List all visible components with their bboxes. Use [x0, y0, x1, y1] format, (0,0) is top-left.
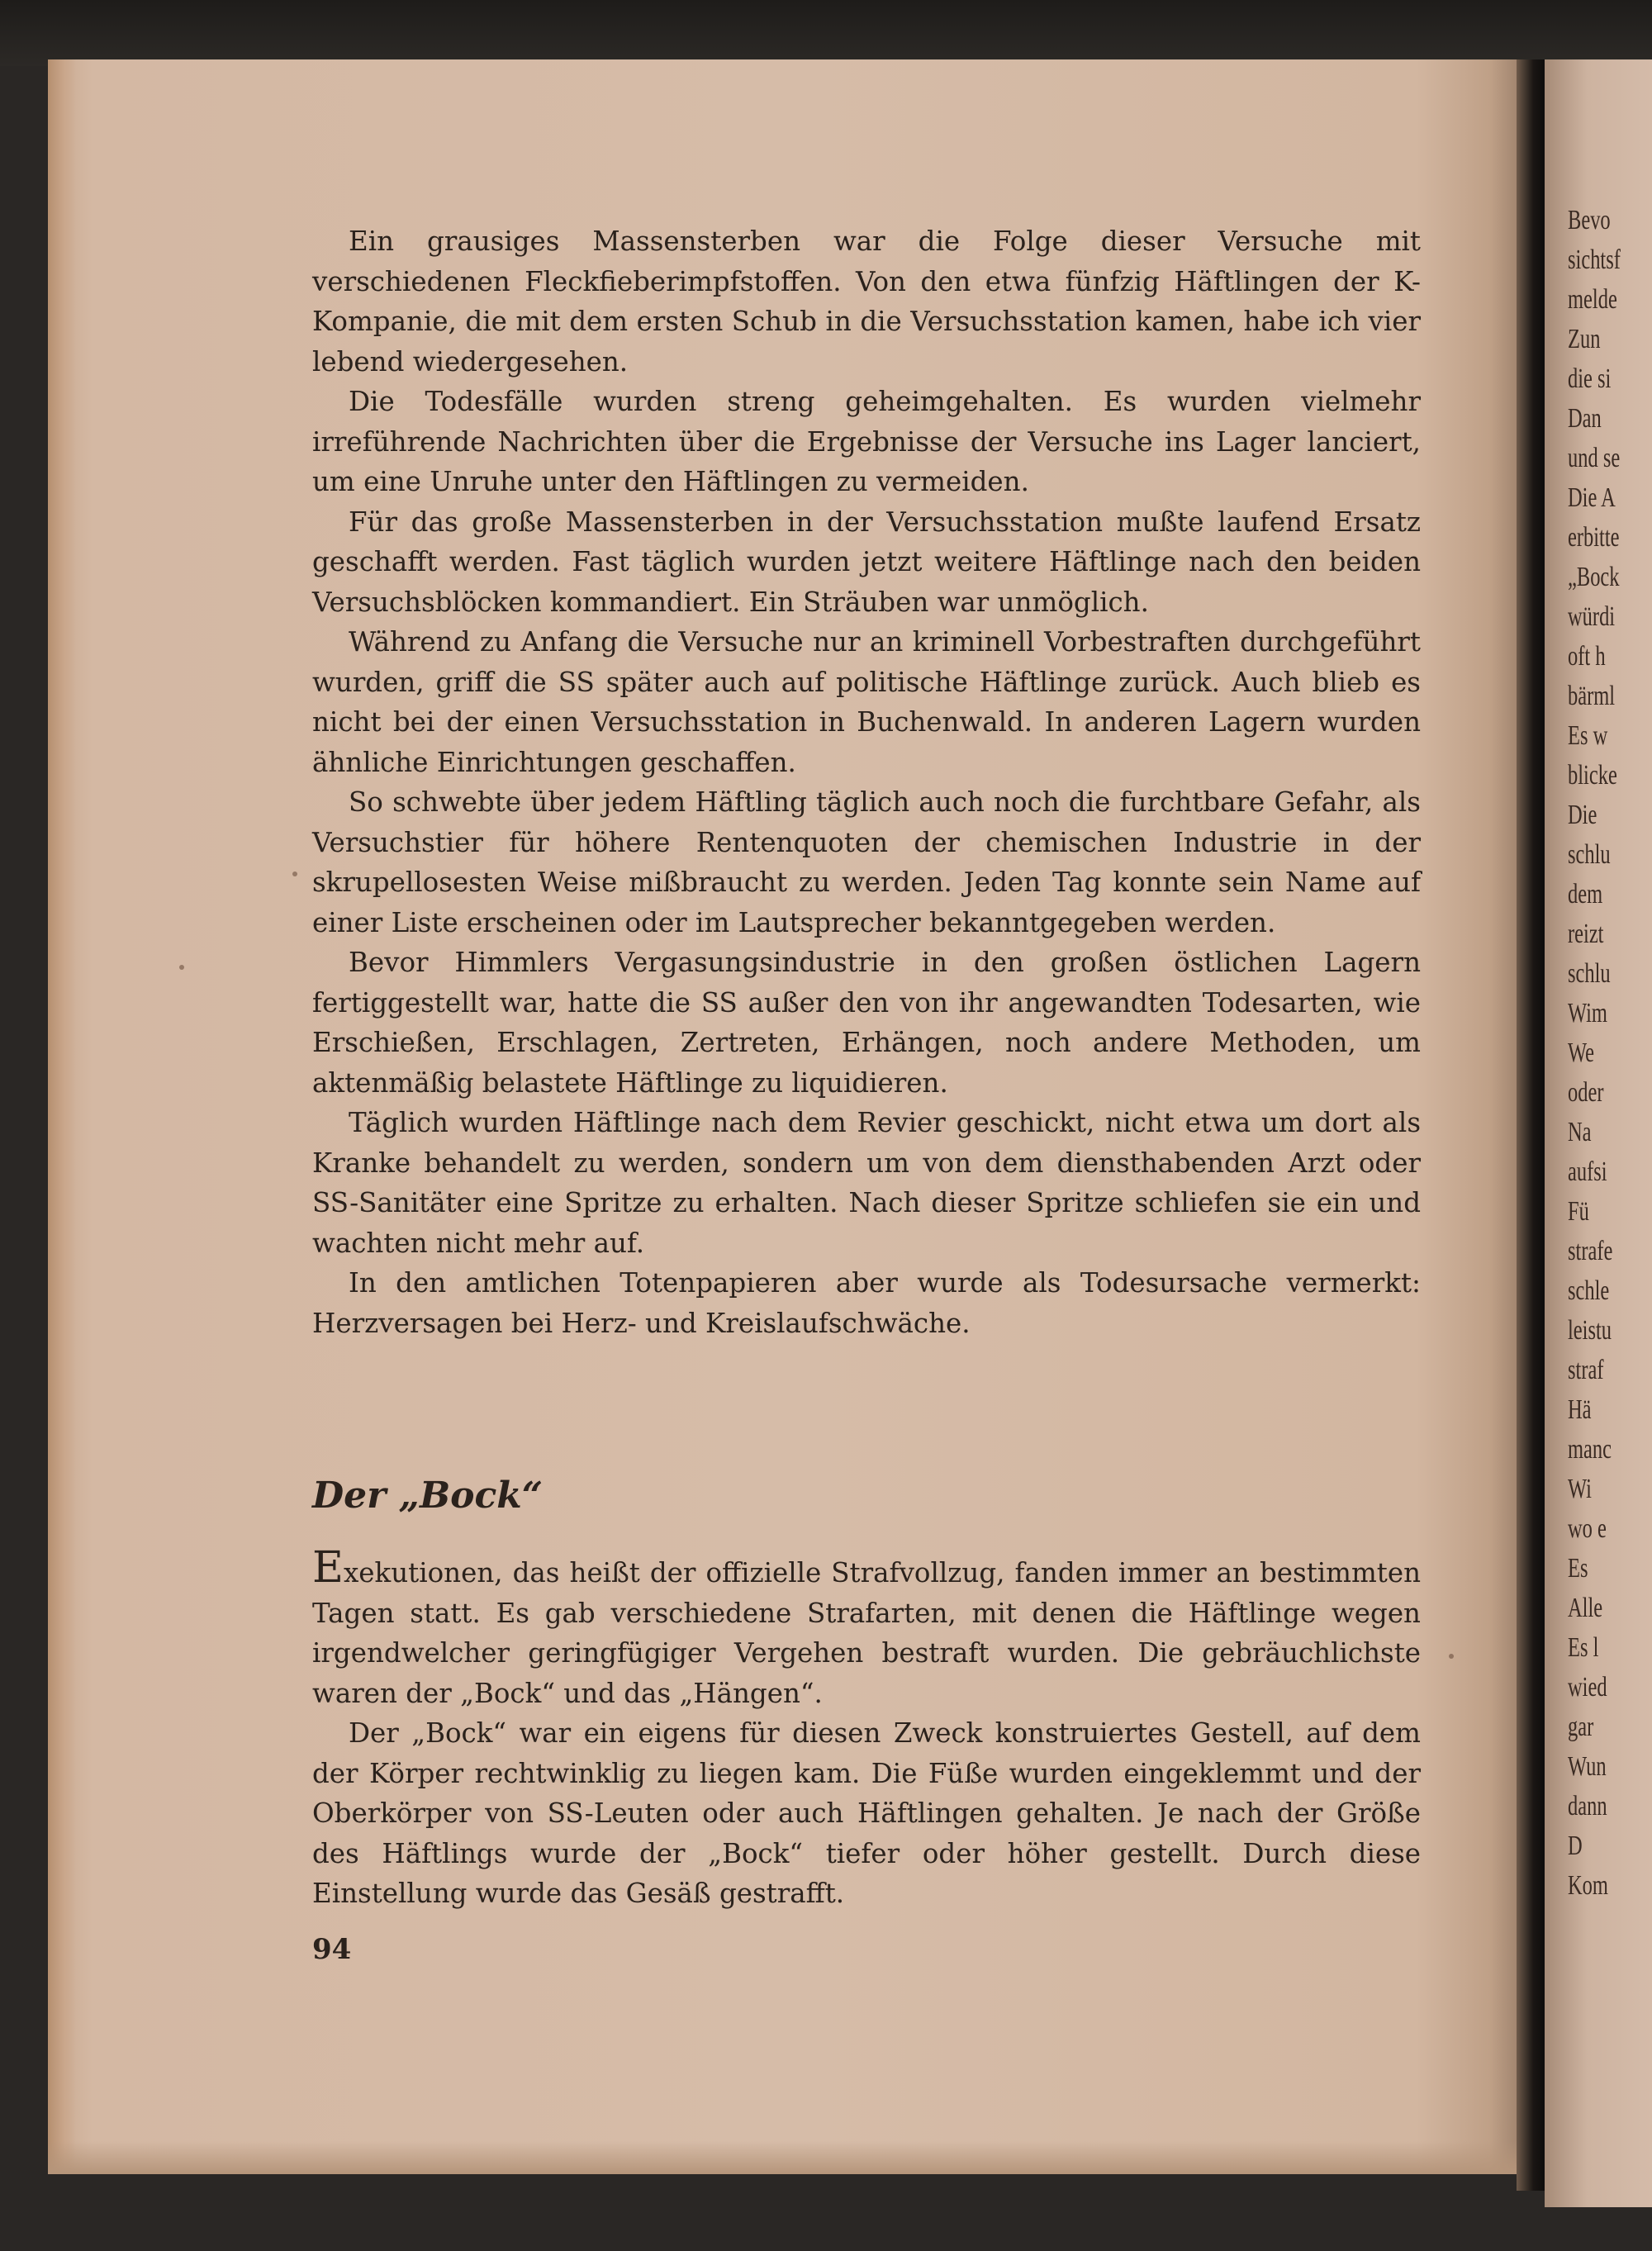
section-text — [312, 1543, 1421, 1914]
section-paragraph — [312, 1543, 1421, 1713]
right-page-fragment-line: wied — [1568, 1672, 1607, 1702]
right-page-fragment-line: dann — [1568, 1791, 1607, 1821]
paragraph: Ein grausiges Massensterben war die Folge dieser Versuche mit verschiedenen Fleckfieberimpfstoffen. Von den etwa fünfzig Häftlingen der K-Kompanie, die mit dem ersten Schub in die Versuchsstation kamen, habe ich vier lebend wiedergesehen. — [312, 226, 1421, 378]
right-page-fragment-line: Die — [1568, 800, 1597, 830]
right-page-fragment-line: schlu — [1568, 839, 1611, 870]
right-page-fragment-line: oft h — [1568, 641, 1606, 672]
book-gutter — [1517, 59, 1545, 2191]
right-page-fragment-line: melde — [1568, 284, 1617, 315]
right-page-fragment-line: würdi — [1568, 601, 1616, 632]
right-page-fragment-line: sichtsf — [1568, 245, 1621, 275]
section-paragraph-text: xekutionen, das heißt der offizielle Strafvollzug, fanden immer an bestimmten Tagen statt. Es gab verschiedene Strafarten, mit denen die Häftlinge wegen irgendwelcher geringfügiger Vergehen bestraft wurden. Die gebräuchlichste waren der „Bock“ und das „Hängen“. — [312, 1557, 1421, 1709]
right-page-fragment-line: erbitte — [1568, 522, 1620, 553]
right-page-fragment-line: schlu — [1568, 958, 1611, 989]
right-page-fragment-line: aufsi — [1568, 1156, 1607, 1187]
right-page-fragment-line: bärml — [1568, 681, 1616, 711]
paper-speck — [179, 965, 184, 970]
paragraph: So schwebte über jedem Häftling täglich auch noch die furchtbare Gefahr, als Versuchstier für höhere Rentenquoten der chemischen Industrie in der skrupellosesten Weise mißbraucht zu werden. Jeden Tag konnte sein Name auf einer Liste erscheinen oder im Lautsprecher bekanntgegeben werden. — [312, 786, 1421, 938]
paper-speck — [292, 871, 297, 876]
right-page-fragment-line: Es l — [1568, 1632, 1599, 1663]
paragraph: Die Todesfälle wurden streng geheimgehalten. Es wurden vielmehr irreführende Nachrichten über die Ergebnisse der Versuche ins Lager lanciert, um eine Unruhe unter den Häftlingen zu vermeiden. — [312, 386, 1421, 497]
right-page-fragment-line: manc — [1568, 1434, 1612, 1465]
right-page-fragment-line: Die A — [1568, 482, 1616, 513]
right-page-fragment-line: Fü — [1568, 1196, 1589, 1227]
right-page-fragment-line: „Bock — [1568, 562, 1620, 592]
right-page-fragment-line: gar — [1568, 1712, 1594, 1742]
paper-speck — [1449, 1654, 1454, 1659]
right-page-fragment-line: D — [1568, 1831, 1583, 1861]
right-page-fragment-line: Kom — [1568, 1870, 1608, 1901]
right-page-fragment-line: Es w — [1568, 720, 1608, 751]
main-text — [312, 221, 1421, 1343]
right-page-fragment-line: straf — [1568, 1355, 1604, 1385]
paragraph: In den amtlichen Totenpapieren aber wurde als Todesursache vermerkt: Herzversagen bei Herz- und Kreislaufschwäche. — [312, 1267, 1421, 1339]
right-page-fragment-line: Alle — [1568, 1593, 1603, 1623]
right-page-fragment-line: dem — [1568, 879, 1603, 909]
right-page-fragment-line: oder — [1568, 1077, 1604, 1108]
right-page-fragment-line: blicke — [1568, 760, 1617, 791]
right-page-fragment-line: leistu — [1568, 1315, 1612, 1346]
right-page-fragment-line: wo e — [1568, 1513, 1607, 1544]
right-page-fragment-line: die si — [1568, 363, 1612, 394]
right-page-fragment-line: Na — [1568, 1117, 1592, 1147]
page-edge-bottom — [48, 2141, 1535, 2174]
section-heading: Der „Bock“ — [312, 1475, 544, 1517]
right-page-fragment-line: Wun — [1568, 1751, 1607, 1782]
right-page-fragment — [1545, 59, 1652, 2207]
right-page-fragment-line: We — [1568, 1038, 1595, 1068]
page-edge-left — [48, 59, 76, 2174]
paragraph: Für das große Massensterben in der Versuchsstation mußte laufend Ersatz geschafft werden. Fast täglich wurden jetzt weitere Häftlinge nach den beiden Versuchsblöcken kommandiert. Ein Sträuben war unmöglich. — [312, 506, 1421, 618]
paragraph: Während zu Anfang die Versuche nur an kriminell Vorbestraften durchgeführt wurden, griff die SS später auch auf politische Häftlinge zurück. Auch blieb es nicht bei der einen Versuchsstation in Buchenwald. In anderen Lagern wurden ähnliche Einrichtungen geschaffen. — [312, 626, 1421, 778]
right-page-fragment-line: Bevo — [1568, 205, 1611, 235]
right-page-fragment-line: Es — [1568, 1553, 1588, 1584]
right-page-fragment-line: Dan — [1568, 403, 1602, 434]
page-number: 94 — [312, 1933, 352, 1966]
right-page-fragment-line: Hä — [1568, 1394, 1592, 1425]
right-page-fragment-line: schle — [1568, 1275, 1610, 1306]
right-page-fragment-line: strafe — [1568, 1236, 1613, 1266]
drop-cap: E — [312, 1543, 344, 1593]
paragraph: Bevor Himmlers Vergasungsindustrie in den großen östlichen Lagern fertiggestellt war, hatte die SS außer den von ihr angewandten Todesarten, wie Erschießen, Erschlagen, Zertreten, Erhängen, noch andere Methoden, um aktenmäßig belastete Häftlinge zu liquidieren. — [312, 947, 1421, 1099]
right-page-fragment-line: Wim — [1568, 998, 1607, 1028]
right-page-fragment-line: und se — [1568, 443, 1621, 473]
background-top — [0, 0, 1652, 66]
section-paragraph: Der „Bock“ war ein eigens für diesen Zweck konstruiertes Gestell, auf dem der Körper rechtwinklig zu liegen kam. Die Füße wurden eingeklemmt und der Oberkörper von SS-Leuten oder auch Häftlingen gehalten. Je nach der Größe des Häftlings wurde der „Bock“ tiefer oder höher gestellt. Durch diese Einstellung wurde das Gesäß gestrafft. — [312, 1717, 1421, 1909]
paragraph: Täglich wurden Häftlinge nach dem Revier geschickt, nicht etwa um dort als Kranke behandelt zu werden, sondern um von dem diensthabenden Arzt oder SS-Sanitäter eine Spritze zu erhalten. Nach dieser Spritze schliefen sie ein und wachten nicht mehr auf. — [312, 1107, 1421, 1259]
right-page-fragment-line: Wi — [1568, 1474, 1592, 1504]
right-page-fragment-line: Zun — [1568, 324, 1601, 354]
right-page-fragment-line: reizt — [1568, 919, 1604, 949]
